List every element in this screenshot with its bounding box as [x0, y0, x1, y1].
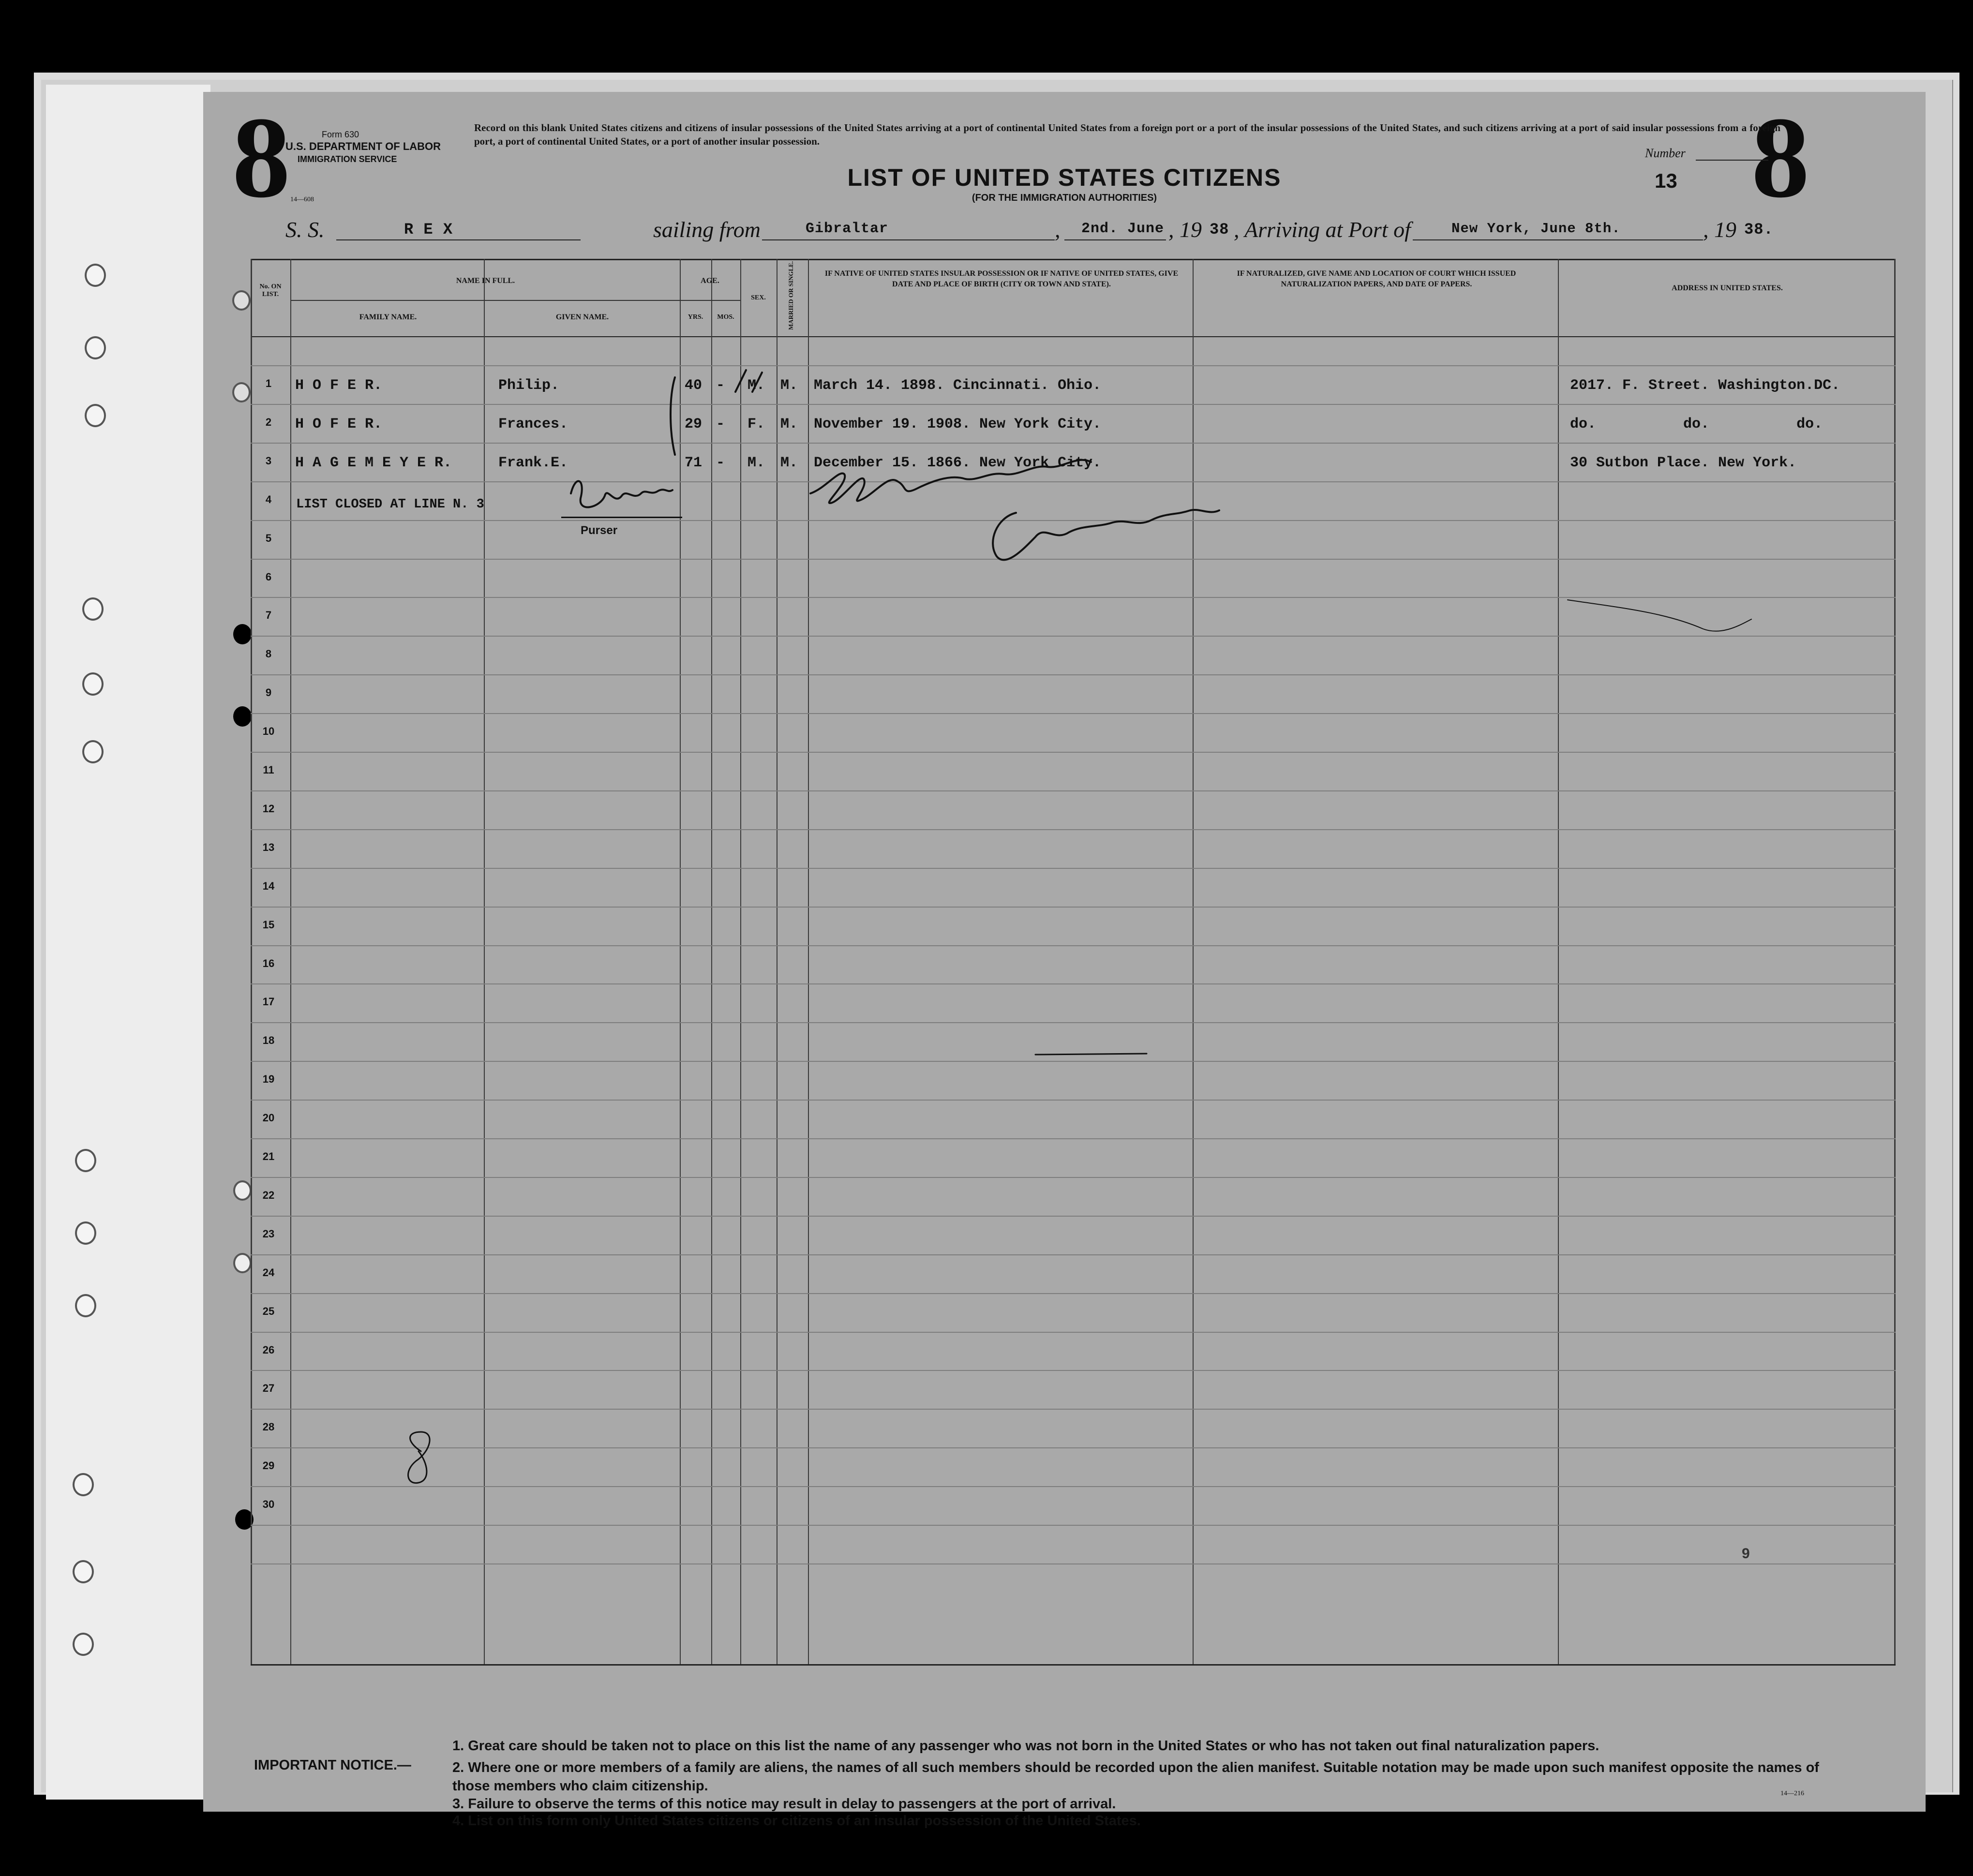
header-no: No. ON LIST.	[259, 283, 282, 298]
form-number: Form 630	[322, 130, 359, 139]
stray-line	[1035, 1054, 1147, 1055]
notice-item	[452, 1812, 1846, 1830]
inspector-signature-1	[810, 460, 1091, 503]
age-years-cell: 71	[685, 455, 703, 471]
line-number: 24	[262, 1266, 275, 1279]
line-number: 26	[262, 1344, 275, 1356]
given-name-cell: Frances.	[498, 416, 568, 432]
line-number: 10	[262, 725, 275, 737]
punch-hole	[82, 740, 104, 763]
sex-cell: M.	[747, 377, 765, 394]
arriving-label: , Arriving at Port of	[1234, 217, 1411, 242]
notice-num: 4.	[452, 1813, 464, 1829]
header-given-name: GIVEN NAME.	[555, 313, 609, 321]
comma: ,	[1055, 217, 1061, 242]
service-label: IMMIGRATION SERVICE	[298, 154, 397, 164]
line-number: 27	[262, 1382, 275, 1394]
line-number: 4	[265, 493, 272, 506]
notice-num: 3.	[452, 1796, 464, 1812]
punch-hole	[75, 1294, 96, 1317]
punch-hole	[75, 1221, 96, 1245]
number-label: Number	[1645, 146, 1686, 160]
notice-list-4	[452, 1812, 1846, 1830]
ship-name: R E X	[404, 221, 453, 238]
birth-cell: November 19. 1908. New York City.	[814, 416, 1102, 432]
header-family-name: FAMILY NAME.	[359, 313, 417, 321]
binder-margin	[46, 85, 210, 1800]
header-sex: SEX.	[751, 294, 766, 301]
port-to: New York, June 8th.	[1451, 221, 1621, 237]
punch-hole	[73, 1633, 94, 1656]
line-number: 30	[262, 1498, 275, 1510]
department-label: U.S. DEPARTMENT OF LABOR	[285, 140, 441, 152]
corner-mark: 9	[1742, 1546, 1750, 1562]
sex-cell: F.	[747, 416, 765, 432]
form-title: LIST OF UNITED STATES CITIZENS	[847, 164, 1282, 191]
notice-text: Great care should be taken not to place on this list the name of any passenger who was not born in the United States or who has not taken out final naturalization papers.	[468, 1738, 1599, 1754]
line-number: 22	[262, 1189, 275, 1201]
line-number: 6	[265, 571, 272, 583]
date-from: 2nd. June	[1081, 221, 1165, 237]
year-prefix-2-text: 19	[1714, 217, 1736, 242]
purser-signature	[571, 481, 673, 507]
header-yrs: YRS.	[688, 313, 703, 321]
inspector-signature-2	[993, 510, 1219, 560]
check-mark	[735, 370, 762, 392]
given-name-cell: Frank.E.	[498, 455, 568, 471]
notice-list-3	[452, 1795, 1846, 1813]
sailing-label: sailing from	[653, 217, 761, 242]
notice-item	[452, 1737, 1846, 1755]
birth-cell: December 15. 1866. New York City.	[814, 455, 1102, 471]
married-cell: M.	[780, 377, 798, 394]
punch-hole	[85, 336, 106, 359]
line-number: 14	[262, 880, 275, 892]
age-years-cell: 40	[685, 377, 703, 394]
sheet-number-left: 8	[232, 93, 290, 222]
form-subtitle: (FOR THE IMMIGRATION AUTHORITIES)	[972, 193, 1157, 203]
punch-hole	[73, 1560, 94, 1583]
notice-label: IMPORTANT NOTICE.—	[254, 1757, 411, 1773]
age-years-cell: 29	[685, 416, 703, 432]
notice-text: Failure to observe the terms of this notice may result in delay to passengers at the port of arrival.	[468, 1796, 1116, 1812]
line-number: 13	[262, 841, 275, 853]
address-cell: 30 Sutbon Place. New York.	[1570, 455, 1797, 471]
line-number: 12	[262, 803, 275, 815]
handwriting-overlay	[203, 92, 1926, 1812]
age-months-cell: -	[716, 455, 725, 471]
age-months-cell: -	[716, 377, 725, 394]
notice-num: 2.	[452, 1760, 464, 1775]
line-number: 8	[265, 648, 272, 660]
punch-hole	[73, 1473, 94, 1496]
notice-item	[452, 1758, 1846, 1795]
line-number: 23	[262, 1228, 275, 1240]
sex-cell: M.	[747, 455, 765, 471]
header-mos: MOS.	[717, 313, 734, 321]
year-prefix-1-text: 19	[1180, 217, 1202, 242]
line-number: 17	[262, 996, 275, 1008]
notice-text: Where one or more members of a family are aliens, the names of all such members should be recorded upon the alien manifest. Suitable notation may be made upon such manifest opposite the names of those members who claim citizenship.	[452, 1760, 1819, 1794]
line-number: 28	[262, 1421, 275, 1433]
line-number: 18	[262, 1034, 275, 1046]
list-closed-note: LIST CLOSED AT LINE N. 3	[296, 497, 484, 512]
header-name-in-full: NAME IN FULL.	[456, 277, 515, 285]
header-birth: IF NATIVE OF UNITED STATES INSULAR POSSESSION OR IF NATIVE OF UNITED STATES, GIVE DATE AND PLACE OF BIRTH (CITY OR TOWN AND STATE).	[824, 269, 1179, 288]
line-number: 25	[262, 1305, 275, 1317]
line-number: 19	[262, 1073, 275, 1085]
line-number: 16	[262, 957, 275, 969]
line-number: 21	[262, 1150, 275, 1162]
line-number: 5	[265, 532, 272, 544]
line-number: 11	[263, 764, 274, 776]
punch-hole	[82, 672, 104, 696]
notice-list	[452, 1737, 1846, 1755]
line-number: 3	[265, 455, 272, 467]
year-prefix-2: , 19	[1703, 217, 1736, 242]
line-number: 2	[265, 416, 272, 428]
family-name-cell: H A G E M E Y E R.	[295, 455, 452, 471]
family-name-cell: H O F E R.	[295, 377, 383, 394]
line-number: 7	[265, 609, 272, 621]
stray-line	[1568, 600, 1751, 631]
notice-text: List on this form only United States citizens or citizens of an insular possession of the United States.	[468, 1813, 1141, 1829]
punch-hole	[85, 404, 106, 427]
bracket-mark	[671, 377, 675, 455]
birth-cell: March 14. 1898. Cincinnati. Ohio.	[814, 377, 1102, 394]
married-cell: M.	[780, 455, 798, 471]
family-name-cell: H O F E R.	[295, 416, 383, 432]
address-cell: 2017. F. Street. Washington.DC.	[1570, 377, 1840, 394]
year-prefix-1: , 19	[1168, 217, 1202, 242]
line-number: 20	[262, 1112, 275, 1124]
line-number: 9	[265, 686, 272, 699]
form-instructions: Record on this blank United States citizens and citizens of insular possessions of the United States arriving at a port of continental United States from a foreign port or a port of the insular possessions of the United States, and such citizens arriving at a port of said insular possessions from a foreign port, a port of continental United States, or a port of another insular possession.	[474, 122, 1780, 147]
line-number: 29	[262, 1459, 275, 1472]
year-2: 38.	[1744, 221, 1774, 238]
sheet-number-right: 8	[1751, 93, 1809, 222]
handwritten-eight	[408, 1432, 430, 1483]
married-cell: M.	[780, 416, 798, 432]
notice-item	[452, 1795, 1846, 1813]
given-name-cell: Philip.	[498, 377, 560, 394]
footer-code: 14—216	[1780, 1790, 1804, 1797]
address-cell: do. do. do.	[1570, 416, 1823, 432]
punch-hole	[85, 264, 106, 287]
age-months-cell: -	[716, 416, 725, 432]
header-age: AGE.	[701, 277, 719, 285]
notice-list-2	[452, 1758, 1846, 1795]
year-1: 38	[1210, 221, 1229, 238]
notice-num: 1.	[452, 1738, 464, 1754]
header-married: MARRIED OR SINGLE.	[787, 261, 794, 330]
header-naturalized: IF NATURALIZED, GIVE NAME AND LOCATION OF COURT WHICH ISSUED NATURALIZATION PAPERS, AND DATE OF PAPERS.	[1237, 269, 1516, 288]
manifest-sheet	[203, 92, 1926, 1829]
port-from: Gibraltar	[806, 221, 889, 237]
purser-label: Purser	[581, 524, 618, 537]
header-address: ADDRESS IN UNITED STATES.	[1672, 284, 1783, 292]
form-code: 14—608	[290, 196, 314, 203]
ss-label: S. S.	[285, 217, 325, 242]
punch-hole	[82, 597, 104, 621]
line-number: 15	[262, 919, 275, 931]
number-value: 13	[1655, 169, 1677, 192]
line-number: 1	[265, 377, 272, 389]
punch-hole	[75, 1149, 96, 1172]
